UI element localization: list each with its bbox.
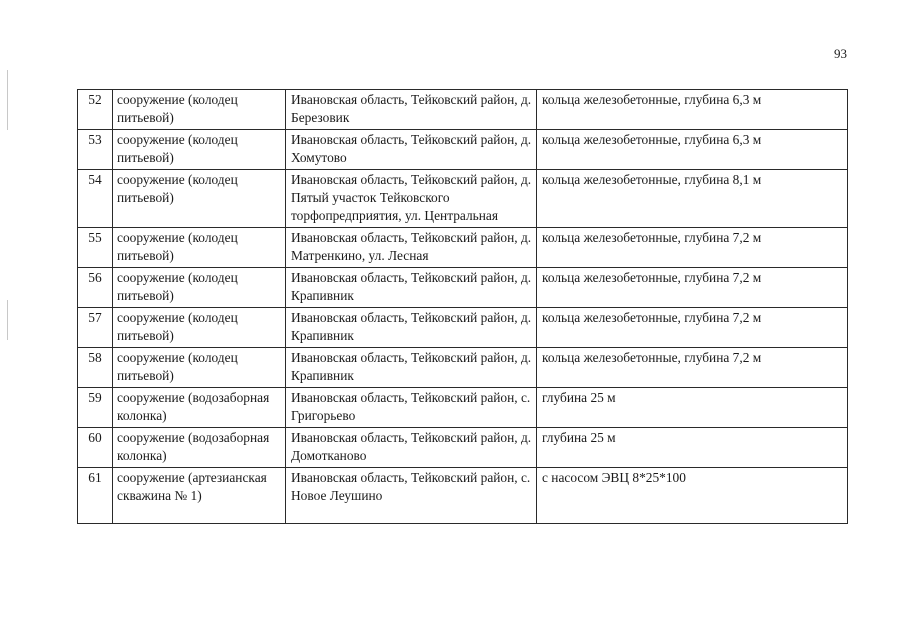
object-type: сооружение (артезианская скважина № 1) [113,468,286,524]
table-row [78,90,848,130]
object-description: глубина 25 м [537,428,848,468]
table-row [78,348,848,388]
row-number: 58 [78,348,113,388]
object-type: сооружение (колодец питьевой) [113,228,286,268]
object-address: Ивановская область, Тейковский район, с. Новое Леушино [286,468,537,524]
table-row [78,468,848,524]
table-row [78,228,848,268]
object-address: Ивановская область, Тейковский район, д. Матренкино, ул. Лесная [286,228,537,268]
table-row [78,170,848,228]
row-number: 59 [78,388,113,428]
row-number: 53 [78,130,113,170]
row-number: 54 [78,170,113,228]
object-type: сооружение (колодец питьевой) [113,268,286,308]
object-type: сооружение (колодец питьевой) [113,170,286,228]
object-type: сооружение (колодец питьевой) [113,308,286,348]
object-description: кольца железобетонные, глубина 7,2 м [537,268,848,308]
table-row [78,388,848,428]
object-type: сооружение (колодец питьевой) [113,130,286,170]
object-address: Ивановская область, Тейковский район, д. Крапивник [286,268,537,308]
row-number: 60 [78,428,113,468]
table-row [78,428,848,468]
object-type: сооружение (водозаборная колонка) [113,388,286,428]
row-number: 56 [78,268,113,308]
object-description: кольца железобетонные, глубина 7,2 м [537,308,848,348]
row-number: 55 [78,228,113,268]
object-description: с насосом ЭВЦ 8*25*100 [537,468,848,524]
object-description: кольца железобетонные, глубина 6,3 м [537,90,848,130]
object-description: глубина 25 м [537,388,848,428]
object-address: Ивановская область, Тейковский район, д. Крапивник [286,348,537,388]
row-number: 61 [78,468,113,524]
object-address: Ивановская область, Тейковский район, с. Григорьево [286,388,537,428]
object-type: сооружение (водозаборная колонка) [113,428,286,468]
object-type: сооружение (колодец питьевой) [113,348,286,388]
scan-edge-mark [7,70,8,130]
registry-table-body [78,90,848,524]
object-address: Ивановская область, Тейковский район, д. Крапивник [286,308,537,348]
row-number: 57 [78,308,113,348]
object-description: кольца железобетонные, глубина 8,1 м [537,170,848,228]
table-row [78,268,848,308]
object-description: кольца железобетонные, глубина 6,3 м [537,130,848,170]
table-row [78,308,848,348]
object-description: кольца железобетонные, глубина 7,2 м [537,348,848,388]
property-registry-table [77,89,848,524]
scan-edge-mark [7,300,8,340]
page-number: 93 [834,46,847,61]
object-description: кольца железобетонные, глубина 7,2 м [537,228,848,268]
object-address: Ивановская область, Тейковский район, д. Хомутово [286,130,537,170]
object-address: Ивановская область, Тейковский район, д. Домотканово [286,428,537,468]
object-address: Ивановская область, Тейковский район, д. Пятый участок Тейковского торфопредприятия, ул. Центральная [286,170,537,228]
table-row [78,130,848,170]
object-type: сооружение (колодец питьевой) [113,90,286,130]
object-address: Ивановская область, Тейковский район, д. Березовик [286,90,537,130]
row-number: 52 [78,90,113,130]
